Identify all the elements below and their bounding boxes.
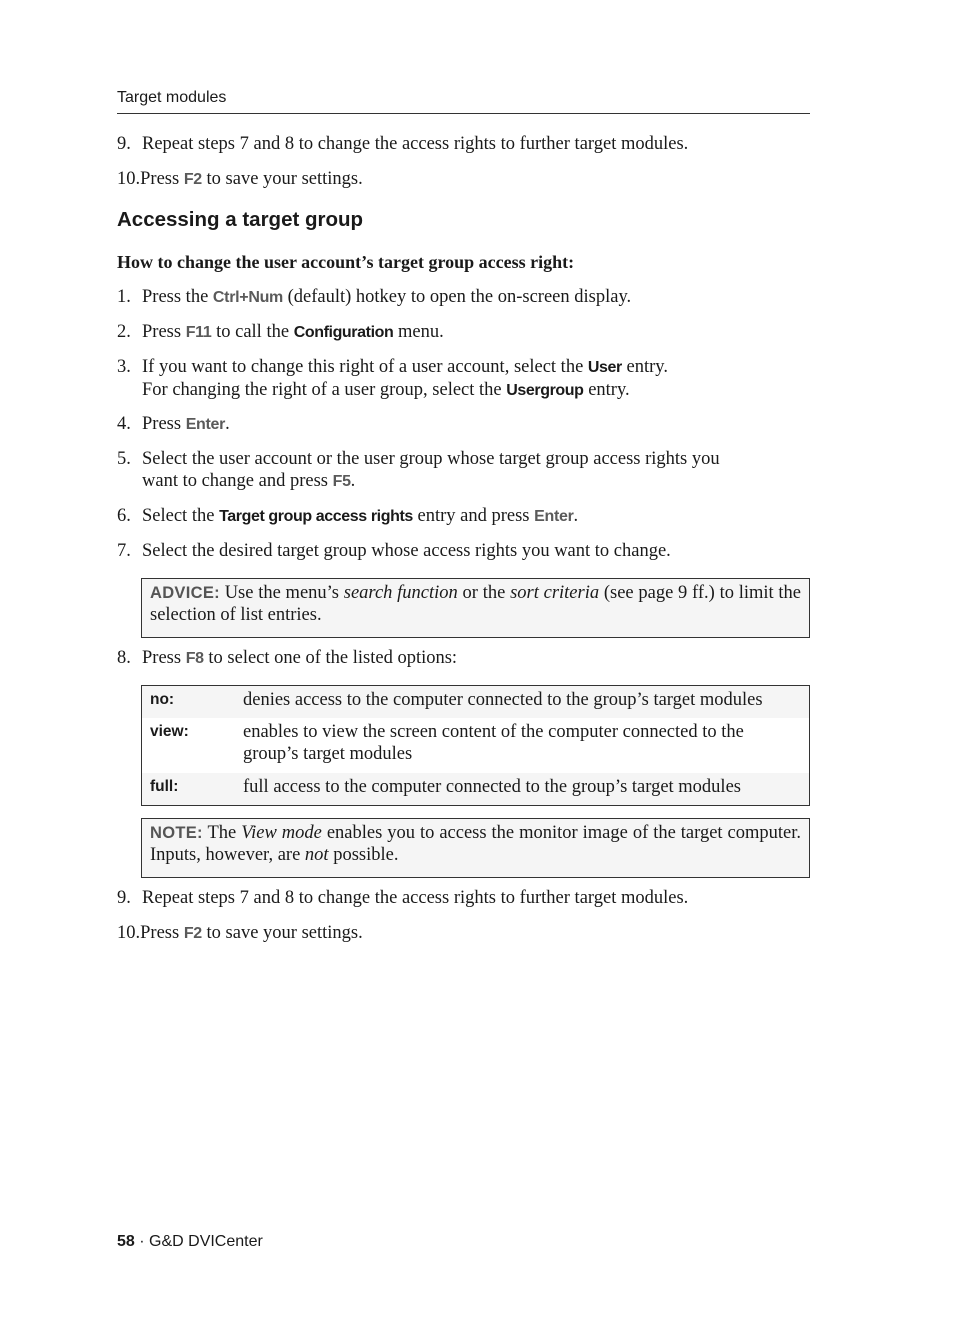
step-text: If you want to change this right of a user account, select the User entry. For changing the right of a user group, select the Usergroup entry. [142, 357, 668, 400]
key-f8: F8 [185, 650, 204, 667]
options-table [141, 685, 810, 806]
step-text: Select the user account or the user group whose target group access rights you want to change and press F5. [142, 449, 720, 491]
step-5 [117, 448, 810, 492]
step-text: Repeat steps 7 and 8 to change the access rights to further target modules. [142, 134, 689, 154]
advice-box [141, 578, 810, 638]
step-text: Press Enter. [142, 414, 230, 434]
note-box [141, 818, 810, 878]
step-number: 9. [117, 888, 131, 908]
step-1 [117, 286, 810, 308]
option-key: full: [150, 778, 179, 795]
step-3 [117, 356, 810, 400]
step-number: 10.Press F2 to save your settings. [117, 169, 363, 189]
key-f11: F11 [185, 324, 212, 341]
step-9 [117, 887, 810, 909]
advice-label: ADVICE: [150, 584, 220, 602]
option-row-no [142, 686, 809, 718]
step-number: 9. [117, 134, 131, 154]
option-description: denies access to the computer connected to the group’s target modules [243, 690, 763, 710]
option-row-view [142, 718, 809, 773]
key-f2: F2 [183, 171, 202, 188]
intro-step-9 [117, 133, 810, 155]
option-description: enables to view the screen content of the computer connected to the group’s target modules [243, 722, 744, 764]
step-number: 7. [117, 541, 131, 561]
key-enter: Enter [534, 508, 574, 525]
option-key: no: [150, 691, 175, 708]
menu-configuration: Configuration [293, 324, 394, 341]
step-number: 1. [117, 287, 131, 307]
step-number: 3. [117, 357, 131, 377]
page-number: 58 [117, 1233, 135, 1250]
step-4 [117, 413, 810, 435]
step-10 [117, 922, 810, 944]
note-text: NOTE: The View mode enables you to access the monitor image of the target computer. Inputs, however, are not possible. [150, 823, 801, 865]
step-number: 5. [117, 449, 131, 469]
step-number: 6. [117, 506, 131, 526]
step-text: 10.Press F2 to save your settings. [117, 923, 363, 943]
step-7 [117, 540, 810, 562]
menu-usergroup: Usergroup [506, 382, 584, 399]
key-f2: F2 [183, 925, 202, 942]
step-text: Select the desired target group whose access rights you want to change. [142, 541, 671, 561]
hotkey: Ctrl+Num [212, 289, 283, 306]
intro-step-10 [117, 168, 810, 190]
step-6 [117, 505, 810, 527]
header-title: Target modules [117, 89, 227, 106]
step-number: 8. [117, 648, 131, 668]
key-enter: Enter [185, 416, 226, 433]
menu-user: User [587, 359, 622, 376]
step-text: Select the Target group access rights entry and press Enter. [142, 506, 579, 526]
note-label: NOTE: [150, 824, 203, 842]
option-row-full [142, 773, 809, 805]
step-text: Press F11 to call the Configuration menu. [142, 322, 444, 342]
step-number: 2. [117, 322, 131, 342]
advice-text: ADVICE: Use the menu’s search function or the sort criteria (see page 9 ff.) to limit the selection of list entries. [150, 583, 802, 625]
footer-separator: · [134, 1233, 150, 1250]
step-2 [117, 321, 810, 343]
step-text: Press F8 to select one of the listed options: [142, 648, 458, 668]
step-number: 4. [117, 414, 131, 434]
page-header [117, 89, 810, 114]
option-description: full access to the computer connected to the group’s target modules [243, 777, 741, 797]
step-text: Repeat steps 7 and 8 to change the access rights to further target modules. [142, 888, 689, 908]
option-key: view: [150, 723, 189, 740]
howto-subheading: How to change the user account’s target group access right: [117, 252, 575, 272]
step-8 [117, 647, 810, 669]
key-f5: F5 [332, 473, 351, 490]
step-text: Press the Ctrl+Num (default) hotkey to open the on-screen display. [142, 287, 632, 307]
page-footer [117, 1233, 263, 1251]
section-heading: Accessing a target group [117, 208, 364, 231]
menu-target-group-access-rights: Target group access rights [219, 508, 413, 525]
product-name: G&D DVICenter [149, 1233, 263, 1250]
